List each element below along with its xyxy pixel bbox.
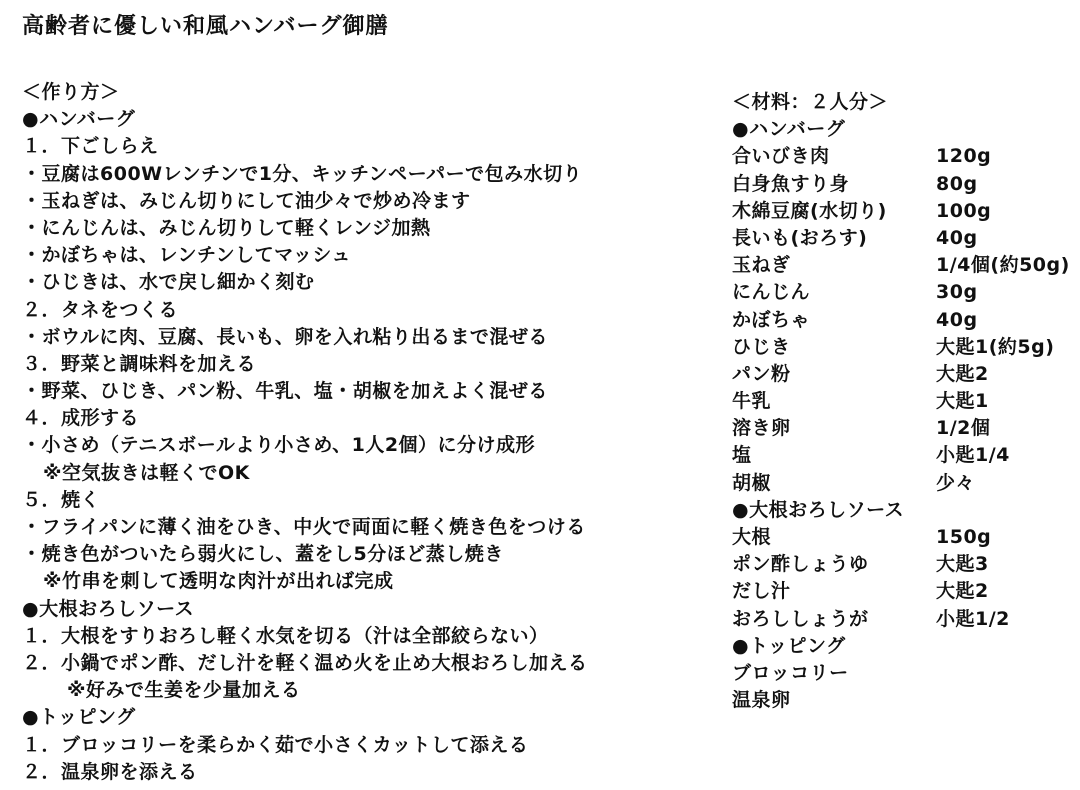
ingredient-row xyxy=(732,415,1072,442)
ingredient-row xyxy=(732,606,1072,633)
method-bullet: ・玉ねぎは、みじん切りにして油少々で炒め冷ます xyxy=(22,189,471,212)
ingredient-name: にんじん xyxy=(732,281,811,304)
method-bullet: ・ボウルに肉、豆腐、長いも、卵を入れ粘り出るまで混ぜる xyxy=(22,325,548,348)
ingredient-name: パン粉 xyxy=(732,362,791,385)
ingredient-amount: 80g xyxy=(936,172,978,195)
page-title: 高齢者に優しい和風ハンバーグ御膳 xyxy=(22,14,389,39)
ingredient-amount: 大匙3 xyxy=(936,553,989,576)
method-note: ※竹串を刺して透明な肉汁が出れば完成 xyxy=(43,570,394,593)
ingredients-group-topping: ●トッピング xyxy=(732,634,846,657)
ingredient-name: おろししょうが xyxy=(732,607,869,630)
ingredient-amount: 1/2個 xyxy=(936,417,991,440)
method-step: ２．小鍋でポン酢、だし汁を軽く温め火を止め大根おろし加える xyxy=(22,651,588,674)
method-bullet: ・ひじきは、水で戻し細かく刻む xyxy=(22,271,315,294)
ingredient-name: 牛乳 xyxy=(732,390,772,413)
ingredients-section xyxy=(732,89,1072,714)
ingredient-amount: 150g xyxy=(936,526,992,548)
method-bullet: ・かぼちゃは、レンチンしてマッシュ xyxy=(22,244,351,267)
ingredient-row xyxy=(732,660,1072,687)
ingredient-name: 溶き卵 xyxy=(732,417,791,440)
ingredient-row xyxy=(732,551,1072,578)
ingredients-group-hamburg: ●ハンバーグ xyxy=(732,118,846,141)
method-step: ３．野菜と調味料を加える xyxy=(22,352,257,375)
ingredient-amount: 40g xyxy=(936,226,978,249)
method-section-heading-sauce: ●大根おろしソース xyxy=(22,597,195,620)
method-step: １．ブロッコリーを柔らかく茹で小さくカットして添える xyxy=(22,733,529,756)
ingredient-name: ポン酢しょうゆ xyxy=(732,553,869,576)
method-note: ※好みで生姜を少量加える xyxy=(67,679,301,702)
ingredients-heading: ＜材料：２人分＞ xyxy=(732,91,889,113)
ingredient-row xyxy=(732,143,1072,170)
ingredient-row xyxy=(732,171,1072,198)
method-step: ５．焼く xyxy=(22,488,101,511)
ingredient-name: 木綿豆腐(水切り) xyxy=(732,199,887,222)
method-step: １．大根をすりおろし軽く水気を切る（汁は全部絞らない） xyxy=(22,624,549,647)
ingredient-name: ブロッコリー xyxy=(732,661,849,684)
ingredient-row xyxy=(732,442,1072,469)
method-bullet: ・小さめ（テニスボールより小さめ、1人2個）に分け成形 xyxy=(22,434,536,457)
ingredient-amount: 大匙1 xyxy=(936,390,989,413)
ingredient-row xyxy=(732,279,1072,306)
ingredient-amount: 120g xyxy=(936,145,992,168)
method-bullet: ・フライパンに薄く油をひき、中火で両面に軽く焼き色をつける xyxy=(22,516,586,538)
ingredient-amount xyxy=(936,660,1072,687)
ingredient-name: 長いも(おろす) xyxy=(732,226,868,249)
ingredient-row xyxy=(732,198,1072,225)
method-step: ４．成形する xyxy=(22,407,140,430)
method-section xyxy=(22,79,702,786)
ingredient-row xyxy=(732,252,1072,279)
ingredient-row xyxy=(732,470,1072,497)
method-bullet: ・野菜、ひじき、パン粉、牛乳、塩・胡椒を加えよく混ぜる xyxy=(22,380,548,403)
method-bullet: ・にんじんは、みじん切りして軽くレンジ加熱 xyxy=(22,216,431,239)
method-step: ２．タネをつくる xyxy=(22,298,179,321)
method-step: １．下ごしらえ xyxy=(22,135,159,158)
ingredient-name: 胡椒 xyxy=(732,471,772,494)
ingredient-name: ひじき xyxy=(732,335,791,358)
ingredient-row xyxy=(732,578,1072,605)
ingredient-amount: 少々 xyxy=(936,471,976,494)
ingredient-amount: 大匙2 xyxy=(936,362,989,385)
ingredient-name: 合いびき肉 xyxy=(732,145,830,168)
ingredient-name: 大根 xyxy=(732,526,772,548)
ingredient-amount: 大匙2 xyxy=(936,580,989,603)
method-bullet: ・焼き色がついたら弱火にし、蓋をし5分ほど蒸し焼き xyxy=(22,543,504,566)
ingredient-name: 温泉卵 xyxy=(732,689,791,712)
ingredient-amount: 大匙1(約5g) xyxy=(936,335,1055,358)
ingredient-row xyxy=(732,524,1072,551)
ingredient-row xyxy=(732,225,1072,252)
ingredient-name: 玉ねぎ xyxy=(732,254,791,277)
ingredient-row xyxy=(732,361,1072,388)
ingredient-amount: 100g xyxy=(936,199,992,222)
ingredient-row xyxy=(732,388,1072,415)
method-heading: ＜作り方＞ xyxy=(22,81,120,103)
method-section-heading-hamburg: ●ハンバーグ xyxy=(22,108,136,131)
ingredient-row xyxy=(732,334,1072,361)
method-section-heading-topping: ●トッピング xyxy=(22,706,136,729)
ingredient-name: だし汁 xyxy=(732,580,791,603)
method-note: ※空気抜きは軽くでOK xyxy=(43,461,250,484)
ingredient-row xyxy=(732,687,1072,714)
ingredient-name: 塩 xyxy=(732,444,752,467)
ingredient-name: かぼちゃ xyxy=(732,308,811,331)
ingredient-amount xyxy=(936,687,1072,714)
ingredient-row xyxy=(732,307,1072,334)
ingredient-amount: 小匙1/4 xyxy=(936,444,1010,467)
method-bullet: ・豆腐は600Wレンチンで1分、キッチンペーパーで包み水切り xyxy=(22,162,583,185)
method-step: ２．温泉卵を添える xyxy=(22,760,198,783)
ingredient-amount: 30g xyxy=(936,281,978,304)
ingredient-amount: 小匙1/2 xyxy=(936,607,1010,630)
ingredient-name: 白身魚すり身 xyxy=(732,172,850,195)
ingredient-amount: 40g xyxy=(936,308,978,331)
ingredient-amount: 1/4個(約50g) xyxy=(936,254,1070,277)
ingredients-group-sauce: ●大根おろしソース xyxy=(732,498,905,521)
